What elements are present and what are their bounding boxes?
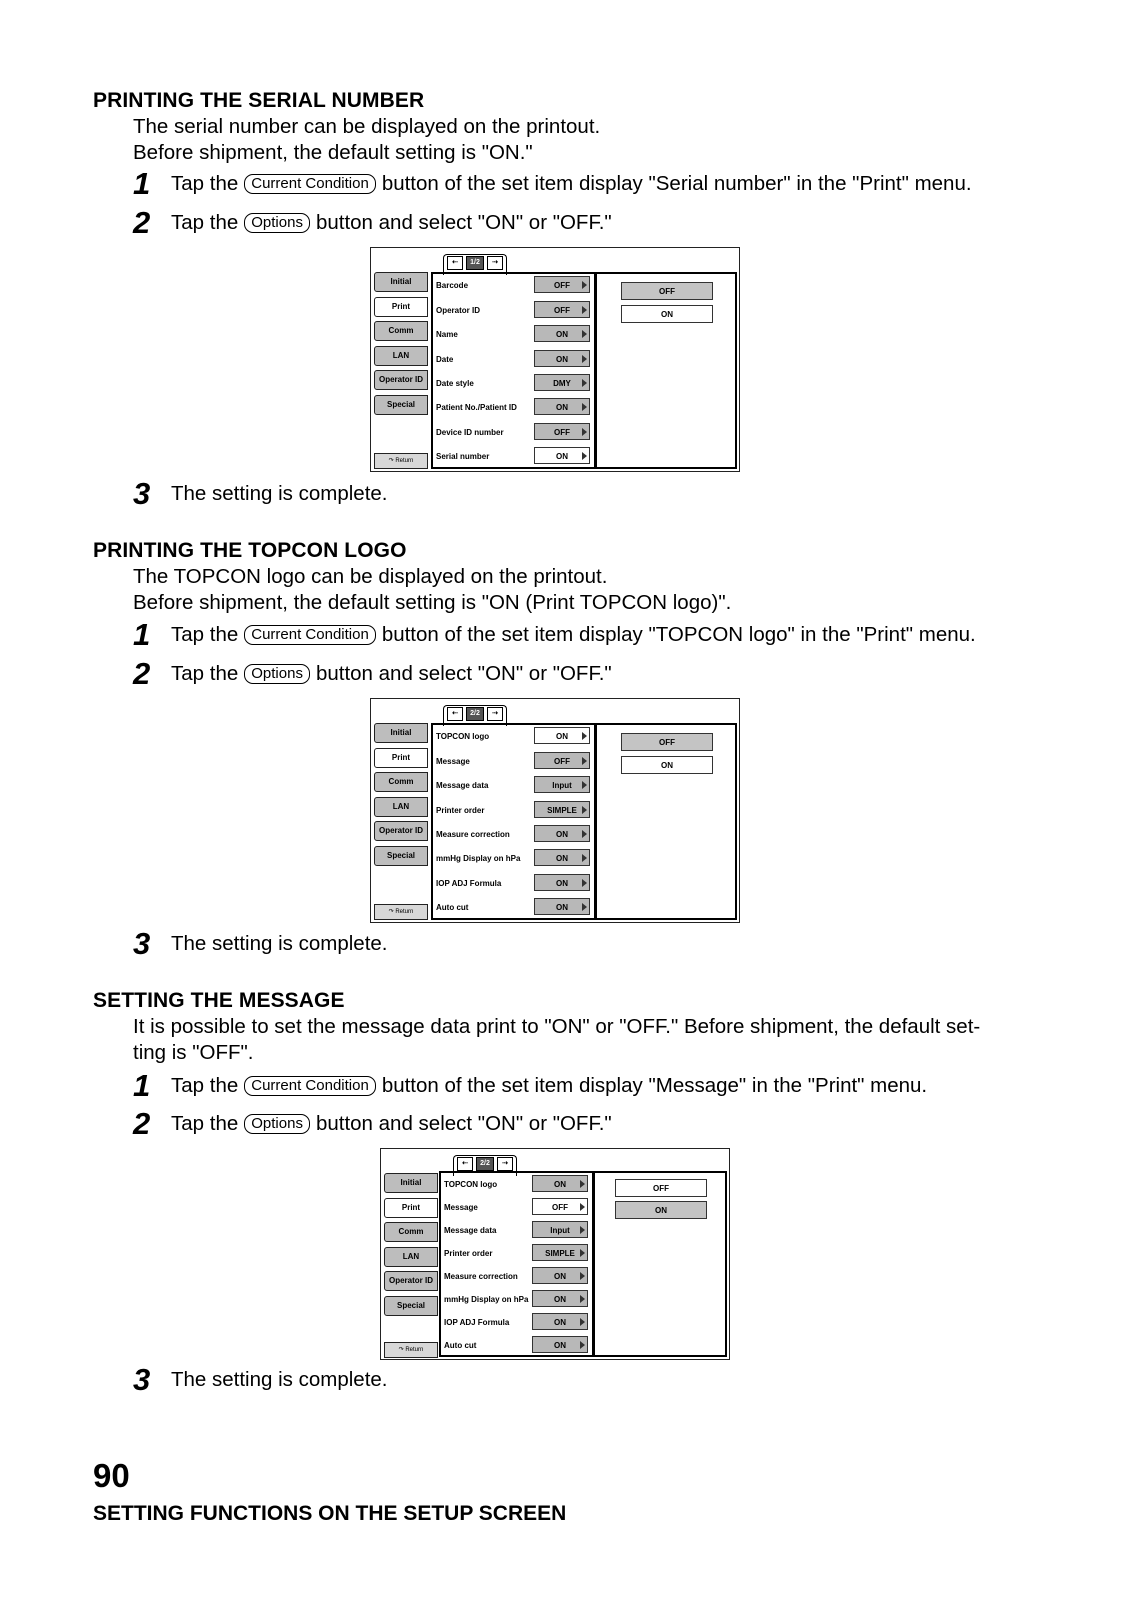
tab-operator-id[interactable]: Operator ID bbox=[374, 821, 428, 841]
menu-tabs bbox=[384, 1173, 438, 1320]
options-panel bbox=[593, 1171, 727, 1357]
tab-print[interactable]: Print bbox=[374, 748, 428, 768]
step-text: Tap the bbox=[171, 661, 239, 685]
current-condition-button: Current Condition bbox=[244, 625, 376, 645]
intro-line: Before shipment, the default setting is "ON." bbox=[133, 141, 533, 164]
step-text: The setting is complete. bbox=[171, 1367, 388, 1391]
section-heading: PRINTING THE SERIAL NUMBER bbox=[93, 89, 425, 112]
current-condition-button[interactable]: ON bbox=[534, 849, 590, 866]
current-condition-button[interactable]: ON bbox=[532, 1313, 588, 1330]
step-text: The setting is complete. bbox=[171, 481, 388, 505]
current-condition-button[interactable]: ON bbox=[534, 825, 590, 842]
step-3 bbox=[133, 478, 388, 509]
tab-print[interactable]: Print bbox=[384, 1198, 438, 1218]
step-number: 1 bbox=[133, 166, 151, 201]
step-text: button of the set item display "Serial number" in the "Print" menu. bbox=[381, 171, 972, 195]
current-condition-button[interactable]: DMY bbox=[534, 374, 590, 391]
current-condition-button[interactable]: ON bbox=[532, 1290, 588, 1307]
return-button[interactable]: ↷ Return bbox=[374, 904, 428, 920]
option-on-button[interactable]: ON bbox=[621, 305, 713, 323]
step-number: 3 bbox=[133, 1362, 151, 1397]
current-condition-button[interactable]: ON bbox=[534, 350, 590, 367]
current-condition-button[interactable]: SIMPLE bbox=[532, 1244, 588, 1261]
intro-line: ting is "OFF". bbox=[133, 1041, 254, 1064]
tab-initial[interactable]: Initial bbox=[374, 272, 428, 292]
step-2 bbox=[133, 658, 612, 689]
current-condition-button[interactable]: OFF bbox=[534, 752, 590, 769]
current-condition-button[interactable]: OFF bbox=[534, 301, 590, 318]
current-condition-button[interactable]: Input bbox=[532, 1221, 588, 1238]
prev-page-icon[interactable]: ⇠ bbox=[447, 707, 463, 721]
next-page-icon[interactable]: ⇢ bbox=[487, 707, 503, 721]
page-indicator: 2/2 bbox=[476, 1157, 494, 1171]
current-condition-button[interactable]: ON bbox=[534, 727, 590, 744]
tab-special[interactable]: Special bbox=[384, 1296, 438, 1316]
menu-tabs bbox=[374, 723, 428, 870]
step-text: Tap the bbox=[171, 1111, 239, 1135]
current-condition-button[interactable]: OFF bbox=[532, 1198, 588, 1215]
step-text: button and select "ON" or "OFF." bbox=[315, 661, 612, 685]
step-number: 1 bbox=[133, 1068, 151, 1103]
step-text: button of the set item display "TOPCON logo" in the "Print" menu. bbox=[381, 622, 976, 646]
step-text: The setting is complete. bbox=[171, 931, 388, 955]
step-text: Tap the bbox=[171, 171, 239, 195]
current-condition-button[interactable]: OFF bbox=[534, 276, 590, 293]
tab-lan[interactable]: LAN bbox=[374, 346, 428, 366]
step-text: button and select "ON" or "OFF." bbox=[315, 210, 612, 234]
step-number: 3 bbox=[133, 476, 151, 511]
menu-tabs bbox=[374, 272, 428, 419]
setup-screen bbox=[370, 247, 740, 472]
return-button[interactable]: ↷ Return bbox=[384, 1342, 438, 1358]
step-number: 2 bbox=[133, 1106, 151, 1141]
intro-line: The serial number can be displayed on the printout. bbox=[133, 115, 601, 138]
current-condition-button: Current Condition bbox=[244, 174, 376, 194]
tab-comm[interactable]: Comm bbox=[384, 1222, 438, 1242]
option-off-button[interactable]: OFF bbox=[615, 1179, 707, 1197]
tab-special[interactable]: Special bbox=[374, 846, 428, 866]
intro-line: The TOPCON logo can be displayed on the printout. bbox=[133, 565, 608, 588]
current-condition-button[interactable]: ON bbox=[534, 398, 590, 415]
step-1 bbox=[133, 168, 972, 199]
current-condition-button[interactable]: ON bbox=[534, 447, 590, 464]
current-condition-button[interactable]: ON bbox=[532, 1267, 588, 1284]
tab-lan[interactable]: LAN bbox=[384, 1247, 438, 1267]
current-condition-button: Current Condition bbox=[244, 1076, 376, 1096]
current-condition-button[interactable]: OFF bbox=[534, 423, 590, 440]
step-1 bbox=[133, 619, 976, 650]
step-3 bbox=[133, 928, 388, 959]
option-on-button[interactable]: ON bbox=[615, 1201, 707, 1219]
step-1 bbox=[133, 1070, 927, 1101]
step-number: 1 bbox=[133, 617, 151, 652]
next-page-icon[interactable]: ⇢ bbox=[497, 1157, 513, 1171]
current-condition-button[interactable]: ON bbox=[534, 874, 590, 891]
tab-initial[interactable]: Initial bbox=[384, 1173, 438, 1193]
step-number: 2 bbox=[133, 656, 151, 691]
settings-list: TOPCON logo ON Message OFF Message data Input Printer order SIMPLE Measure correction ON mmHg Display on hPa ON IOP ADJ Formula ON Auto cut ON bbox=[439, 1171, 594, 1357]
tab-comm[interactable]: Comm bbox=[374, 321, 428, 341]
current-condition-button[interactable]: ON bbox=[532, 1336, 588, 1353]
step-text: Tap the bbox=[171, 210, 239, 234]
step-text: Tap the bbox=[171, 622, 239, 646]
tab-comm[interactable]: Comm bbox=[374, 772, 428, 792]
option-on-button[interactable]: ON bbox=[621, 756, 713, 774]
current-condition-button[interactable]: ON bbox=[534, 898, 590, 915]
page-footer: SETTING FUNCTIONS ON THE SETUP SCREEN bbox=[93, 1502, 567, 1525]
current-condition-button[interactable]: Input bbox=[534, 776, 590, 793]
options-button: Options bbox=[244, 213, 310, 233]
settings-list: TOPCON logo ON Message OFF Message data Input Printer order SIMPLE Measure correction ON mmHg Display on hPa ON IOP ADJ Formula ON Auto cut ON bbox=[431, 723, 596, 920]
step-text: button and select "ON" or "OFF." bbox=[315, 1111, 612, 1135]
settings-list: Barcode OFF Operator ID OFF Name ON Date ON Date style DMY Patient No./Patient ID ON Device ID number OFF Serial number ON bbox=[431, 272, 596, 469]
intro-line: It is possible to set the message data print to "ON" or "OFF." Before shipment, the default set- bbox=[133, 1015, 981, 1038]
tab-initial[interactable]: Initial bbox=[374, 723, 428, 743]
current-condition-button[interactable]: ON bbox=[534, 325, 590, 342]
step-number: 3 bbox=[133, 926, 151, 961]
tab-print[interactable]: Print bbox=[374, 297, 428, 317]
tab-operator-id[interactable]: Operator ID bbox=[384, 1271, 438, 1291]
step-2 bbox=[133, 1108, 612, 1139]
options-panel bbox=[595, 272, 737, 469]
options-panel bbox=[595, 723, 737, 920]
page-number: 90 bbox=[93, 1457, 130, 1494]
option-off-button[interactable]: OFF bbox=[621, 733, 713, 751]
step-text: button of the set item display "Message" in the "Print" menu. bbox=[381, 1073, 928, 1097]
prev-page-icon[interactable]: ⇠ bbox=[447, 256, 463, 270]
next-page-icon[interactable]: ⇢ bbox=[487, 256, 503, 270]
tab-special[interactable]: Special bbox=[374, 395, 428, 415]
setup-screen bbox=[380, 1148, 730, 1360]
tab-operator-id[interactable]: Operator ID bbox=[374, 370, 428, 390]
current-condition-button[interactable]: ON bbox=[532, 1175, 588, 1192]
options-button: Options bbox=[244, 1114, 310, 1134]
tab-lan[interactable]: LAN bbox=[374, 797, 428, 817]
current-condition-button[interactable]: SIMPLE bbox=[534, 801, 590, 818]
step-number: 2 bbox=[133, 205, 151, 240]
intro-line: Before shipment, the default setting is "ON (Print TOPCON logo)". bbox=[133, 591, 732, 614]
step-text: Tap the bbox=[171, 1073, 239, 1097]
step-2 bbox=[133, 207, 612, 238]
options-button: Options bbox=[244, 664, 310, 684]
page-indicator: 1/2 bbox=[466, 256, 484, 270]
return-button[interactable]: ↷ Return bbox=[374, 453, 428, 469]
section-heading: PRINTING THE TOPCON LOGO bbox=[93, 539, 407, 562]
setup-screen bbox=[370, 698, 740, 923]
page-indicator: 2/2 bbox=[466, 707, 484, 721]
section-heading: SETTING THE MESSAGE bbox=[93, 989, 345, 1012]
prev-page-icon[interactable]: ⇠ bbox=[457, 1157, 473, 1171]
option-off-button[interactable]: OFF bbox=[621, 282, 713, 300]
step-3 bbox=[133, 1364, 388, 1395]
